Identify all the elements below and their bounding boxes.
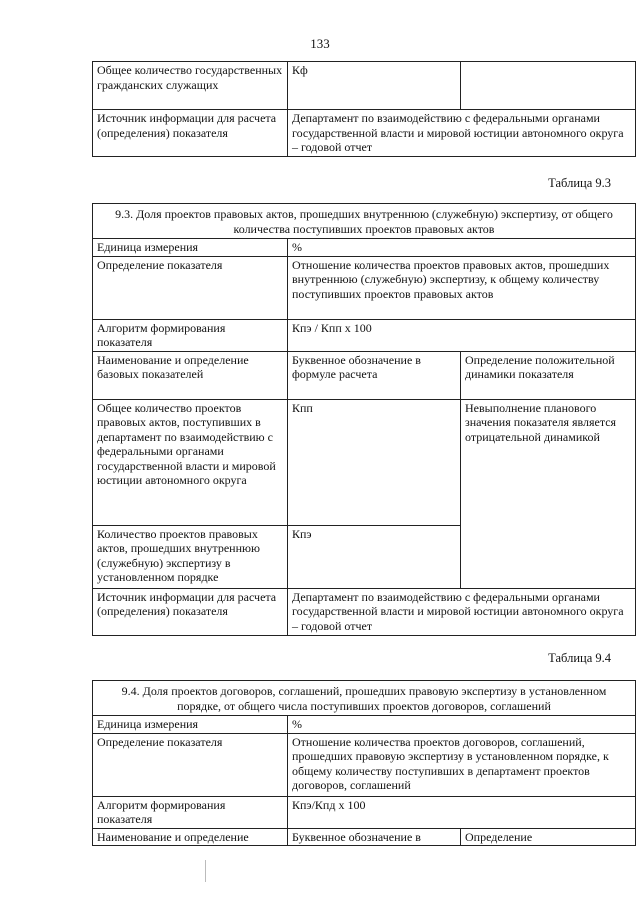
base-header-dynamics: Определение [461, 828, 636, 846]
table-row [93, 319, 636, 351]
scan-artifact [205, 860, 206, 882]
table-header-row [93, 828, 636, 846]
source-value: Департамент по взаимодействию с федеральными органами государственной власти и мировой юстиции автономного округа – годовой отчет [288, 588, 636, 635]
base-row-symbol: Кпэ [288, 525, 461, 588]
table-title-row [93, 681, 636, 716]
table-header-row [93, 351, 636, 399]
algorithm-formula: Кпэ/Кпд х 100 [288, 796, 636, 828]
empty-cell [461, 62, 636, 110]
base-row-name: Количество проектов правовых актов, прошедших внутреннюю (служебную) экспертизу в установленном порядке [93, 525, 288, 588]
unit-value: % [288, 239, 636, 257]
base-row-name: Общее количество проектов правовых актов, поступивших в департамент по взаимодействию с федеральными органами государственной власти и мировой юстиции автономного округа [93, 399, 288, 525]
table-row [93, 733, 636, 796]
base-header-name: Наименование и определение базовых показателей [93, 351, 288, 399]
table-row [93, 399, 636, 525]
unit-label: Единица измерения [93, 716, 288, 734]
row-symbol-kf: Кф [288, 62, 461, 110]
table-caption-9-4: Таблица 9.4 [548, 651, 611, 665]
dynamics-value: Невыполнение планового значения показателя является отрицательной динамикой [461, 399, 636, 588]
row-label-employee-count: Общее количество государственных гражданских служащих [93, 62, 288, 110]
table-title-9-3: 9.3. Доля проектов правовых актов, прошедших внутреннюю (служебную) экспертизу, от общего количества поступивших проектов правовых актов [93, 204, 636, 239]
row-value-source: Департамент по взаимодействию с федеральными органами государственной власти и мировой юстиции автономного округа – годовой отчет [288, 110, 636, 157]
table-title-9-4: 9.4. Доля проектов договоров, соглашений, прошедших правовую экспертизу в установленном порядке, от общего числа поступивших проектов договоров, соглашений [93, 681, 636, 716]
base-header-dynamics: Определение положительной динамики показателя [461, 351, 636, 399]
base-header-name: Наименование и определение [93, 828, 288, 846]
base-header-symbol: Буквенное обозначение в [288, 828, 461, 846]
source-label: Источник информации для расчета (определения) показателя [93, 588, 288, 635]
algorithm-formula: Кпэ / Кпп х 100 [288, 319, 636, 351]
definition-value: Отношение количества проектов договоров, соглашений, прошедших правовую экспертизу в установленном порядке, к общему количеству поступивших в департамент проектов договоров, соглашений [288, 733, 636, 796]
table-row [93, 239, 636, 257]
table-row [93, 110, 636, 157]
base-header-symbol: Буквенное обозначение в формуле расчета [288, 351, 461, 399]
table-caption-9-3: Таблица 9.3 [548, 176, 611, 190]
table-title-row [93, 204, 636, 239]
table-9-3 [92, 203, 636, 636]
table-row [93, 588, 636, 635]
definition-value: Отношение количества проектов правовых актов, прошедших внутреннюю (служебную) экспертизу, к общему количеству поступивших проектов правовых актов [288, 256, 636, 319]
definition-label: Определение показателя [93, 733, 288, 796]
table-row [93, 796, 636, 828]
unit-value: % [288, 716, 636, 734]
unit-label: Единица измерения [93, 239, 288, 257]
row-label-source: Источник информации для расчета (определения) показателя [93, 110, 288, 157]
page-number: 133 [310, 36, 330, 51]
table-9-4 [92, 680, 636, 846]
base-row-symbol: Кпп [288, 399, 461, 525]
table-row [93, 62, 636, 110]
table-continuation [92, 61, 636, 157]
definition-label: Определение показателя [93, 256, 288, 319]
algorithm-label: Алгоритм формирования показателя [93, 796, 288, 828]
table-row [93, 256, 636, 319]
table-row [93, 716, 636, 734]
algorithm-label: Алгоритм формирования показателя [93, 319, 288, 351]
